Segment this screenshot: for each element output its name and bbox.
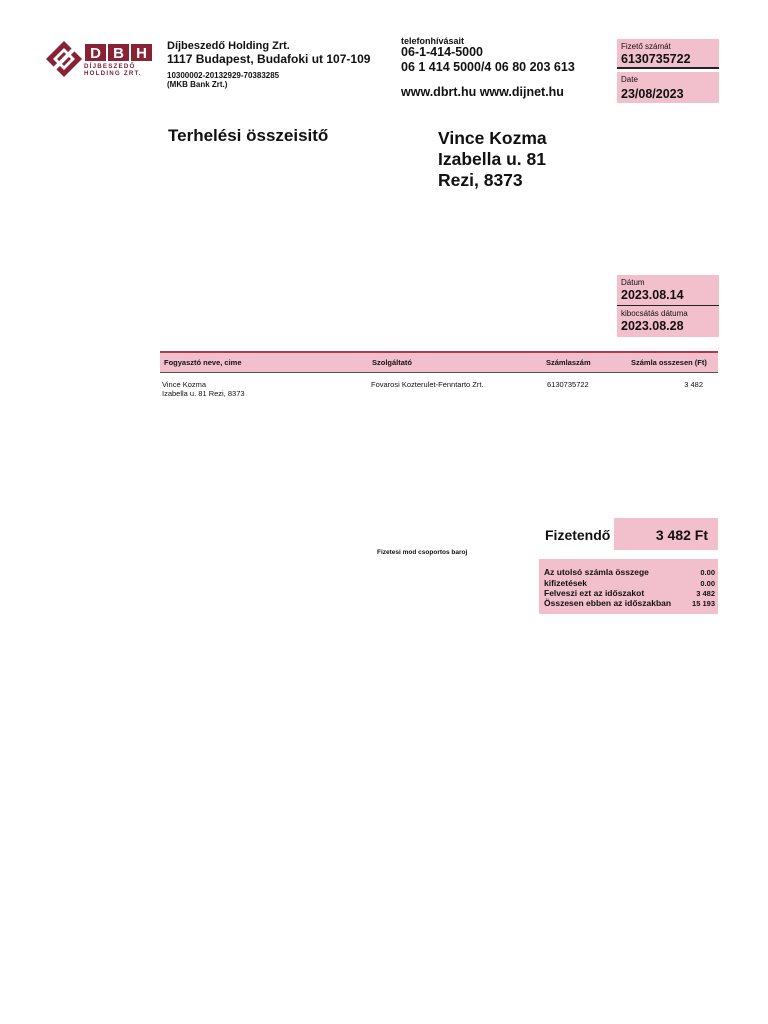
recipient-street: Izabella u. 81: [438, 149, 546, 169]
issue-date-value: 2023.08.28: [621, 319, 684, 333]
issue-date-label: kibocsátás dátuma: [621, 309, 688, 318]
invoice-number-cell: 6130735722: [547, 380, 589, 389]
payer-number-label: Fizető számát: [621, 42, 671, 51]
payable-label: Fizetendő: [545, 527, 611, 543]
table-row: [162, 380, 245, 398]
consumer-name: Vince Kozma: [162, 380, 207, 389]
payer-number-box: [617, 39, 719, 68]
invoice-total-cell: 3 482: [684, 380, 703, 389]
phone-secondary: 06 1 414 5000/4 06 80 203 613: [401, 60, 575, 74]
company-bank: (MKB Bank Zrt.): [167, 80, 228, 89]
summary-value: 15 193: [692, 599, 715, 608]
payer-date: 23/08/2023: [621, 87, 684, 101]
issue-date-box: [617, 306, 719, 337]
svg-text:H: H: [136, 45, 147, 62]
diamond-logo-icon: [46, 41, 82, 77]
summary-box: [539, 559, 718, 614]
summary-value: 0.00: [700, 568, 715, 577]
payer-date-label: Date: [621, 75, 638, 84]
document-title: Terhelési összeisitő: [168, 126, 329, 145]
payer-number: 6130735722: [621, 52, 691, 66]
table-header: [160, 353, 718, 372]
payable-amount: 3 482 Ft: [655, 527, 708, 543]
recipient-address: [438, 128, 547, 191]
table-header-bottom-rule: [160, 372, 718, 373]
date-box: [617, 275, 719, 305]
summary-label: kifizetések: [544, 578, 587, 588]
column-header-total: Számla osszesen (Ft): [631, 358, 707, 367]
column-header-invoice-number: Számlaszám: [546, 358, 591, 367]
company-address: 1117 Budapest, Budafoki ut 107-109: [167, 52, 371, 66]
payable-box: [614, 518, 718, 550]
payer-number-underline: [617, 67, 719, 69]
summary-label: Felveszi ezt az időszakot: [544, 588, 645, 598]
payment-mode: Fizetesi mod csoportos baroj: [377, 549, 468, 556]
company-account: 10300002-20132929-70383285: [167, 71, 280, 80]
logo-subtitle: DÍJBESZEDŐ HOLDING ZRT.: [84, 63, 142, 77]
company-name: Díjbeszedő Holding Zrt.: [167, 40, 290, 52]
svg-text:B: B: [113, 45, 124, 62]
consumer-address: Izabella u. 81 Rezi, 8373: [162, 389, 245, 398]
column-header-consumer: Fogyasztó neve, cime: [164, 358, 242, 367]
date-label: Dátum: [621, 278, 645, 287]
recipient-city: Rezi, 8373: [438, 170, 523, 190]
date-value: 2023.08.14: [621, 288, 684, 302]
phone-primary: 06-1-414-5000: [401, 45, 484, 59]
summary-value: 0.00: [700, 579, 715, 588]
summary-label: Az utolsó számla összege: [544, 567, 649, 577]
payer-date-box: [617, 72, 719, 103]
website-links: www.dbrt.hu www.dijnet.hu: [401, 85, 564, 99]
recipient-name: Vince Kozma: [438, 128, 547, 148]
provider-cell: Fovarosi Kozterulet-Fenntarto Zrt.: [371, 380, 484, 389]
summary-label: Összesen ebben az időszakban: [544, 598, 672, 608]
svg-text:D: D: [90, 45, 101, 62]
summary-value: 3 482: [696, 589, 715, 598]
column-header-provider: Szolgáltató: [372, 358, 413, 367]
phone-label: telefonhívásait: [401, 36, 465, 46]
